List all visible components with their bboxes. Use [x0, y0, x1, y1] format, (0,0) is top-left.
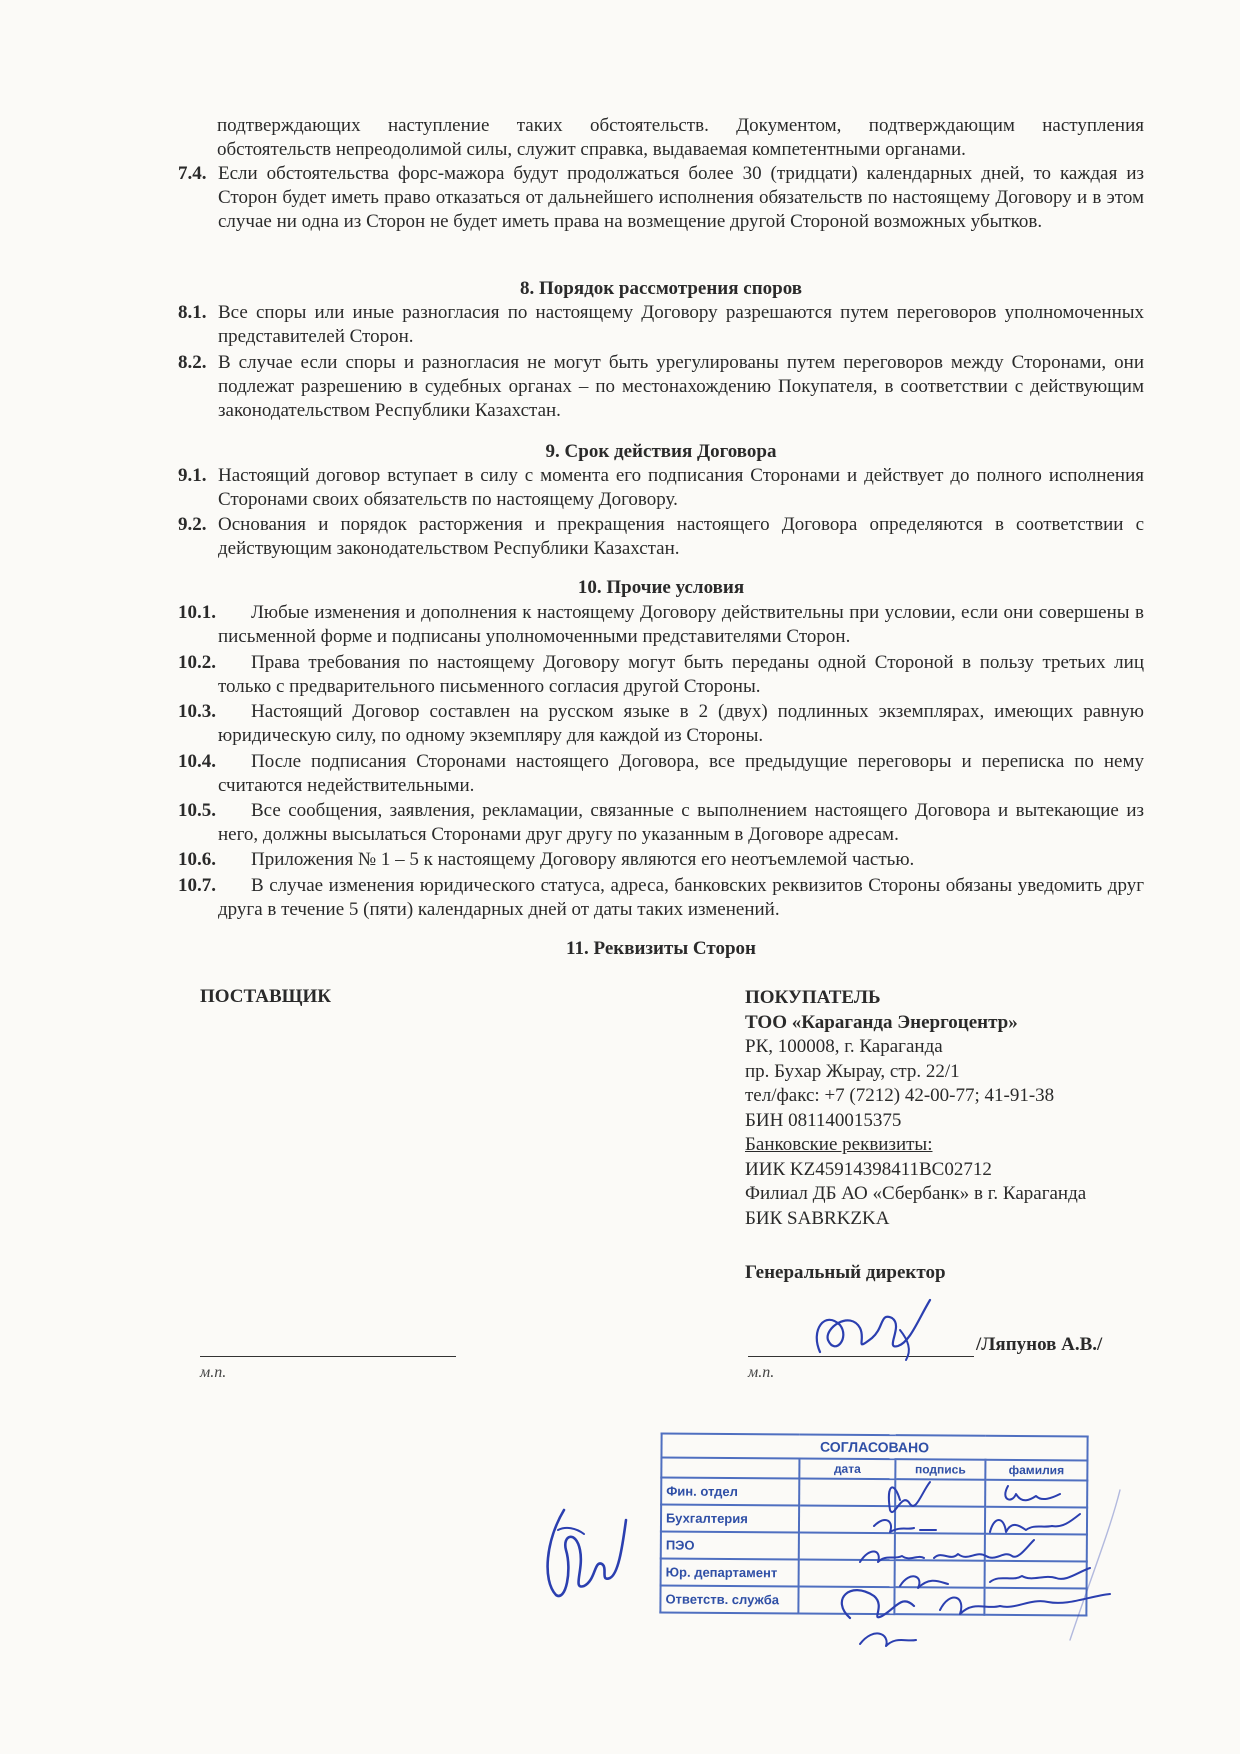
clause-number: 10.6.	[178, 849, 216, 870]
section-8-title: 8. Порядок рассмотрения споров	[519, 278, 803, 299]
clause-text: В случае изменения юридического статуса, адреса, банковских реквизитов Стороны обязаны уведомить друг друга в течение 5 (пяти) календарных дней от даты таких изменений.	[218, 875, 1144, 920]
buyer-address-1: РК, 100008, г. Караганда	[745, 1036, 943, 1057]
clause-text: Права требования по настоящему Договору могут быть переданы одной Стороной в пользу третьих лиц только с предварительного письменного согласия другой Стороны.	[218, 652, 1144, 697]
approval-cell	[985, 1561, 1087, 1589]
approval-stamp	[660, 1434, 1090, 1634]
approval-row-label: Ответств. служба	[660, 1586, 798, 1614]
approval-cell	[895, 1533, 985, 1561]
buyer-phone: тел/факс: +7 (7212) 42-00-77; 41-91-38	[745, 1085, 1055, 1106]
buyer-signature-line	[748, 1356, 974, 1357]
clause-10-1	[178, 601, 1144, 649]
approval-table	[659, 1433, 1088, 1617]
clause-number: 10.2.	[178, 652, 216, 673]
approval-cell	[798, 1586, 894, 1614]
clause-text: Все споры или иные разногласия по настоящему Договору разрешаются путем переговоров уполномоченных представителей Сторон.	[218, 302, 1144, 347]
approval-cell	[985, 1480, 1087, 1508]
section-9-title: 9. Срок действия Договора	[545, 441, 777, 462]
approval-col-date: дата	[799, 1458, 895, 1479]
buyer-address-2: пр. Бухар Жырау, стр. 22/1	[745, 1060, 960, 1082]
clause-number: 10.1.	[178, 602, 216, 623]
approval-cell	[895, 1506, 985, 1534]
approval-cell	[895, 1560, 985, 1588]
clause-10-7	[178, 874, 1144, 922]
approval-cell	[894, 1587, 984, 1615]
section-10-title: 10. Прочие условия	[577, 577, 745, 598]
clause-number: 10.4.	[178, 751, 216, 772]
approval-cell	[985, 1534, 1087, 1562]
clause-number: 9.2.	[178, 514, 207, 535]
clause-number: 10.3.	[178, 701, 216, 722]
approval-title: СОГЛАСОВАНО	[661, 1434, 1087, 1461]
approval-cell	[799, 1532, 895, 1560]
approval-cell	[985, 1507, 1087, 1535]
approval-cell	[895, 1479, 985, 1507]
clause-7-4	[178, 162, 1144, 234]
buyer-signer-name: /Ляпунов А.В./	[976, 1334, 1103, 1355]
buyer-bank-label: Банковские реквизиты:	[745, 1134, 933, 1155]
clause-number: 8.1.	[178, 302, 207, 323]
clause-text: В случае если споры и разногласия не могут быть урегулированы путем переговоров между Сторонами, они подлежат разрешению в судебных органах – по местонахождению Покупателя, в соответствии с действующим законодательством Республики Казахстан.	[218, 352, 1144, 421]
clause-10-6	[178, 848, 1144, 872]
approval-row-label: Юр. департамент	[661, 1559, 799, 1587]
intro-line-1: подтверждающих наступление таких обстоятельств. Документом, подтверждающим наступления	[217, 115, 1144, 136]
approval-row-label: Бухгалтерия	[661, 1505, 799, 1533]
clause-text: Приложения № 1 – 5 к настоящему Договору являются его неотъемлемой частью.	[251, 849, 915, 870]
clause-number: 7.4.	[178, 163, 207, 184]
buyer-title: ПОКУПАТЕЛЬ	[745, 987, 881, 1008]
clause-8-2	[178, 351, 1144, 423]
clause-text: Настоящий Договор составлен на русском языке в 2 (двух) подлинных экземплярах, имеющих равную юридическую силу, по одному экземпляру для каждой из Стороны.	[218, 701, 1144, 746]
clause-text: После подписания Сторонами настоящего Договора, все предыдущие переговоры и переписка по нему считаются недействительными.	[218, 751, 1144, 796]
clause-text: Настоящий договор вступает в силу с момента его подписания Сторонами и действует до полного исполнения Сторонами своих обязательств по настоящему Договору.	[218, 465, 1144, 510]
clause-9-2	[178, 513, 1144, 561]
clause-text: Все сообщения, заявления, рекламации, связанные с выполнением настоящего Договора и вытекающие из него, должны высылаться Сторонами друг другу по указанным в Договоре адресам.	[218, 800, 1144, 845]
supplier-seal-mark: м.п.	[200, 1364, 227, 1381]
approval-cell	[799, 1559, 895, 1587]
approval-cell	[984, 1588, 1086, 1616]
buyer-bik: БИК SABRKZKA	[745, 1207, 890, 1229]
buyer-bank: Филиал ДБ АО «Сбербанк» в г. Караганда	[745, 1183, 1087, 1204]
approval-corner-cell	[661, 1458, 799, 1479]
clause-10-3	[178, 700, 1144, 748]
clause-9-1	[178, 464, 1144, 512]
approval-cell	[799, 1478, 895, 1506]
approval-row-label: Фин. отдел	[661, 1478, 799, 1506]
supplier-signature-line	[200, 1356, 456, 1357]
approval-cell	[799, 1505, 895, 1533]
clause-10-4	[178, 750, 1144, 798]
margin-signature	[536, 1490, 636, 1610]
clause-text: Если обстоятельства форс-мажора будут продолжаться более 30 (тридцати) календарных дней, то каждая из Сторон будет иметь право отказаться от дальнейшего исполнения обязательств по настоящему Договору и в этом случае ни одна из Сторон не будет иметь права на возмещение другой Стороной возможных убытков.	[218, 163, 1144, 232]
clause-10-5	[178, 799, 1144, 847]
intro-paragraph	[217, 114, 1144, 162]
clause-text: Основания и порядок расторжения и прекращения настоящего Договора определяются в соответствии с действующим законодательством Республики Казахстан.	[218, 514, 1144, 559]
buyer-bin: БИН 081140015375	[745, 1109, 902, 1131]
supplier-title: ПОСТАВЩИК	[200, 986, 332, 1007]
buyer-iik: ИИК KZ45914398411BC02712	[745, 1158, 992, 1180]
section-11-title: 11. Реквизиты Сторон	[566, 938, 756, 959]
approval-col-signature: подпись	[895, 1459, 985, 1480]
approval-row-label: ПЭО	[661, 1532, 799, 1560]
clause-number: 10.5.	[178, 800, 216, 821]
clause-number: 8.2.	[178, 352, 207, 373]
buyer-seal-mark: м.п.	[748, 1364, 775, 1381]
clause-number: 10.7.	[178, 875, 216, 896]
buyer-company: ТОО «Караганда Энергоцентр»	[745, 1011, 1018, 1033]
director-signature	[780, 1290, 960, 1370]
clause-number: 9.1.	[178, 465, 207, 486]
intro-line-2: обстоятельств непреодолимой силы, служит справка, выдаваемая компетентными органами.	[217, 139, 966, 160]
buyer-position: Генеральный директор	[745, 1262, 946, 1283]
clause-text: Любые изменения и дополнения к настоящему Договору действительны при условии, если они совершены в письменной форме и подписаны уполномоченными представителями Сторон.	[218, 602, 1144, 647]
buyer-details	[745, 986, 1086, 1231]
approval-col-surname: фамилия	[985, 1460, 1087, 1481]
clause-10-2	[178, 651, 1144, 699]
clause-8-1	[178, 301, 1144, 349]
